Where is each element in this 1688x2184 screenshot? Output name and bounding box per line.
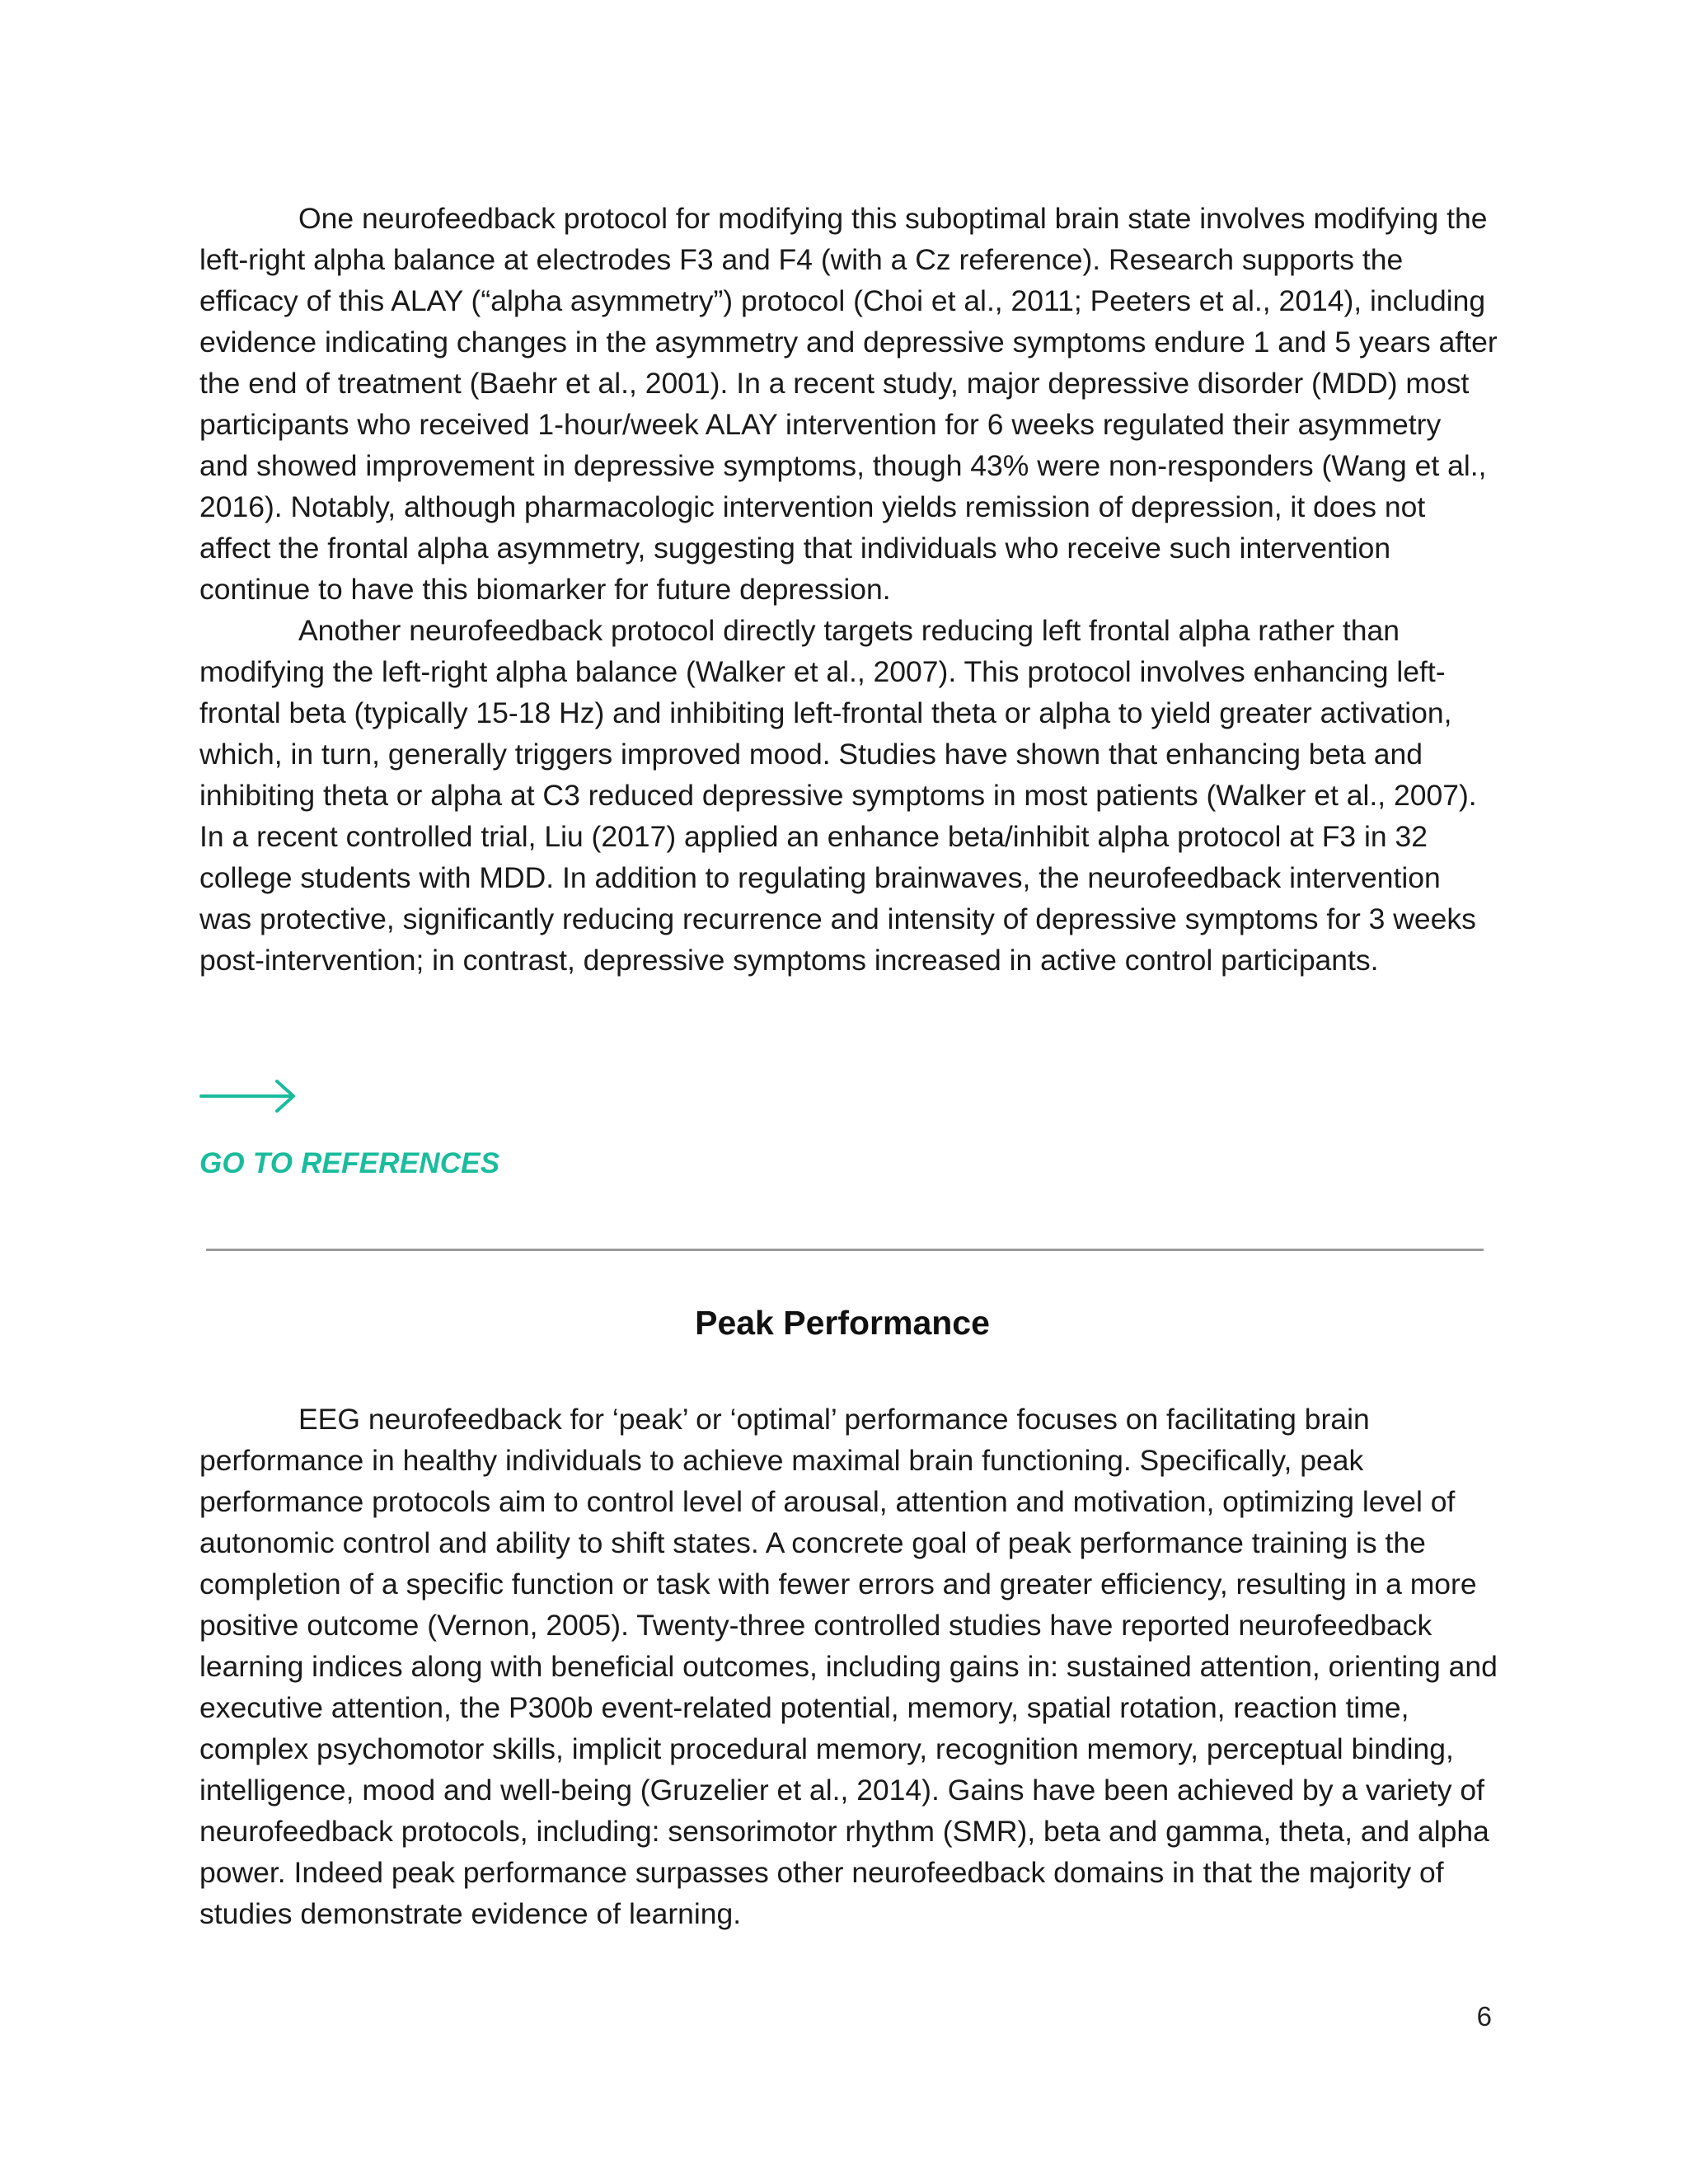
section-divider: [206, 1249, 1484, 1251]
right-arrow-icon: [199, 1073, 298, 1119]
body-paragraph: One neurofeedback protocol for modifying this suboptimal brain state involves modifying the left-right alpha balance at electrodes F3 and F4 (with a Cz reference). Research supports the efficacy of this ALAY (“alpha asymmetry”) protocol (Choi et al., 2011; Peeters et al., 2014), including evidence indicating changes in the asymmetry and depressive symptoms endure 1 and 5 years after the end of treatment (Baehr et al., 2001). In a recent study, major depressive disorder (MDD) most participants who received 1-hour/week ALAY intervention for 6 weeks regulated their asymmetry and showed improvement in depressive symptoms, though 43% were non-responders (Wang et al., 2016). Notably, although pharmacologic intervention yields remission of depression, it does not affect the frontal alpha asymmetry, suggesting that individuals who receive such intervention continue to have this biomarker for future depression.: [199, 202, 1498, 606]
section-paragraph: EEG neurofeedback for ‘peak’ or ‘optimal’ performance focuses on facilitating brain performance in healthy individuals to achieve maximal brain functioning. Specifically, peak performance protocols aim to control level of arousal, attention and motivation, optimizing level of autonomic control and ability to shift states. A concrete goal of peak performance training is the completion of a specific function or task with fewer errors and greater efficiency, resulting in a more positive outcome (Vernon, 2005). Twenty-three controlled studies have reported neurofeedback learning indices along with beneficial outcomes, including gains in: sustained attention, orienting and executive attention, the P300b event-related potential, memory, spatial rotation, reaction time, complex psychomotor skills, implicit procedural memory, recognition memory, perceptual binding, intelligence, mood and well-being (Gruzelier et al., 2014). Gains have been achieved by a variety of neurofeedback protocols, including: sensorimotor rhythm (SMR), beta and gamma, theta, and alpha power. Indeed peak performance surpasses other neurofeedback domains in that the majority of studies demonstrate evidence of learning.: [199, 1403, 1498, 1930]
go-to-references-link[interactable]: [199, 1063, 546, 1195]
section-title: Peak Performance: [695, 1304, 990, 1342]
body-paragraph: Another neurofeedback protocol directly targets reducing left frontal alpha rather than modifying the left-right alpha balance (Walker et al., 2007). This protocol involves enhancing left-frontal beta (typically 15-18 Hz) and inhibiting left-frontal theta or alpha to yield greater activation, which, in turn, generally triggers improved mood. Studies have shown that enhancing beta and inhibiting theta or alpha at C3 reduced depressive symptoms in most patients (Walker et al., 2007). In a recent controlled trial, Liu (2017) applied an enhance beta/inhibit alpha protocol at F3 in 32 college students with MDD. In addition to regulating brainwaves, the neurofeedback intervention was protective, significantly reducing recurrence and intensity of depressive symptoms for 3 weeks post-intervention; in contrast, depressive symptoms increased in active control participants.: [199, 614, 1477, 977]
page-number: 6: [1476, 2001, 1492, 2032]
go-to-references-label: GO TO REFERENCES: [199, 1147, 500, 1179]
